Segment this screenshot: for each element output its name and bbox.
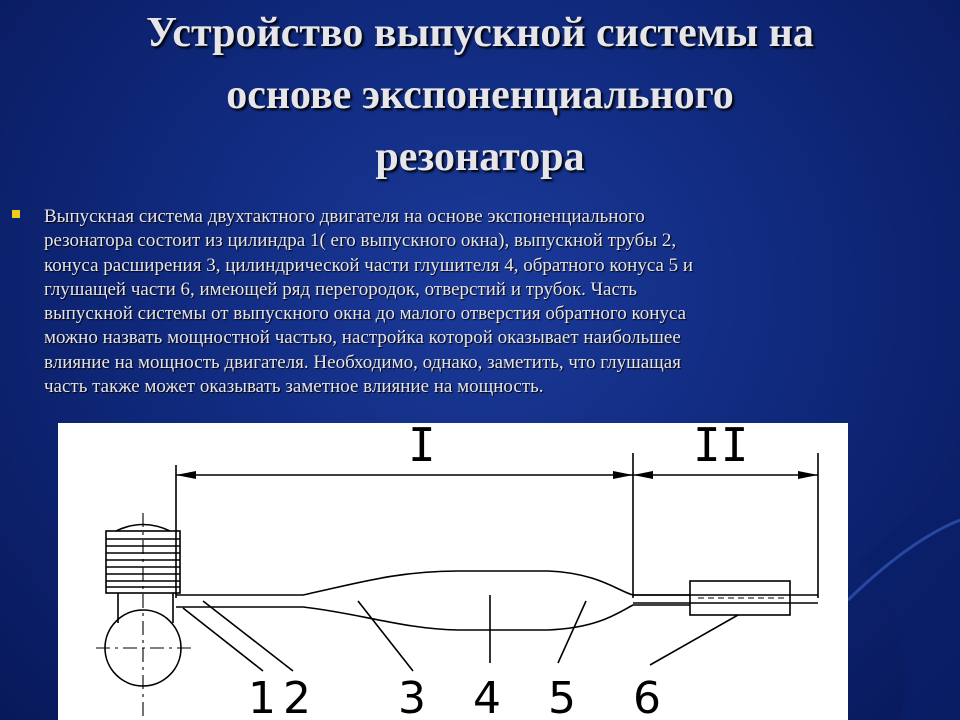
paragraph-line: конуса расширения 3, цилиндрической части глушителя 4, обратного конуса 5 и	[44, 254, 694, 276]
leader-line-3	[358, 601, 413, 671]
diagram-svg	[58, 423, 848, 720]
paragraph-line: можно назвать мощностной частью, настройка которой оказывает наибольшее	[44, 327, 681, 349]
title-line-2: основе экспоненциального	[226, 72, 734, 118]
paragraph-line: резонатора состоит из цилиндра 1( его выпускного окна), выпускной трубы 2,	[44, 230, 677, 252]
part-label-3: 3	[398, 673, 426, 720]
part-label-1: 1	[248, 673, 276, 720]
paragraph-line: глушащей части 6, имеющей ряд перегородок, отверстий и трубок. Часть	[44, 278, 637, 300]
leader-line-2	[203, 601, 293, 671]
paragraph-line: выпускной системы от выпускного окна до малого отверстия обратного конуса	[44, 303, 687, 325]
part-label-4: 4	[473, 673, 501, 720]
bullet-paragraph	[44, 205, 949, 399]
paragraph-line: Выпускная система двухтактного двигателя на основе экспоненциального	[44, 206, 645, 227]
exhaust-system-diagram	[58, 423, 848, 720]
title-line-1: Устройство выпускной системы на	[146, 10, 814, 56]
part-label-5: 5	[548, 673, 576, 720]
bullet-square-icon	[12, 210, 20, 218]
section-label-I: I	[408, 423, 436, 472]
exhaust-profile-top	[176, 571, 690, 595]
paragraph-line: влияние на мощность двигателя. Необходимо, однако, заметить, что глушащая	[44, 351, 681, 373]
paragraph-line: часть также может оказывать заметное влияние на мощность.	[44, 376, 544, 398]
slide-title	[20, 2, 940, 188]
title-line-3: резонатора	[375, 134, 585, 180]
leader-line-5	[558, 601, 586, 663]
exhaust-profile-bottom	[176, 605, 690, 630]
leader-line-6	[650, 615, 738, 665]
part-label-2: 2	[283, 673, 311, 720]
section-label-II: II	[693, 423, 749, 472]
part-label-6: 6	[633, 673, 661, 720]
